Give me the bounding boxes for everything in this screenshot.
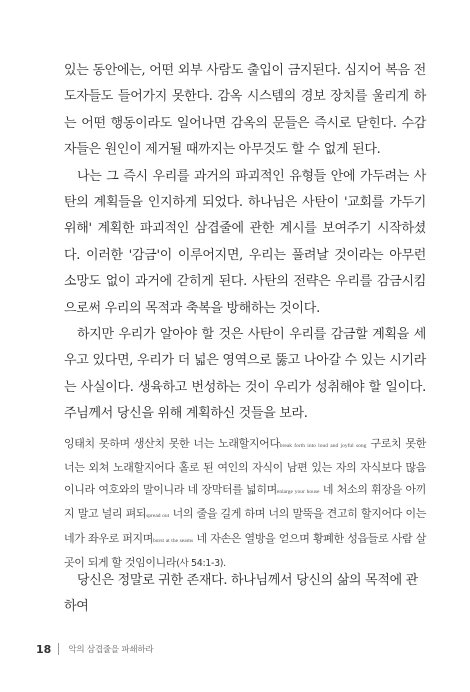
scripture-quote [64,433,426,574]
english-gloss: break forth into loud and joyful song [279,443,367,449]
closing-paragraph: 당신은 정말로 귀한 존재다. 하나님께서 당신의 삶의 목적에 관하여 [64,573,418,614]
english-gloss: burst at the seams [153,537,194,544]
quote-text-2: 구로치 못한 너는 외쳐 노래할지어다 홀로 된 여인의 자식이 남편 있는 자의 자식보다 많음이니라 여호와의 말이니라 네 장막터를 넓히며 [64,437,426,496]
paragraph-2: 나는 그 즉시 우리를 과거의 파괴적인 유형들 안에 가두려는 사탄의 계획들을 인지하게 되었다. 하나님은 사탄이 '교회를 가두기 위해' 계획한 파괴적인 삼겹줄에 관한 계시를 보여주기 시작하셨다. 이러한 '감금'이 이루어지면, 우리는 풀려날 것이라는 아무런 소망도 없이 과거에 갇히게 된다. 사탄의 전략은 우리를 감금시킴으로써 우리의 목적과 축복을 방해하는 것이다. [64,168,426,316]
running-title: 악의 삼겹줄을 파쇄하라 [68,645,154,655]
page-number: 18 [36,642,52,656]
paragraph-3: 하지만 우리가 알아야 할 것은 사탄이 우리를 감금할 계획을 세우고 있다면, 우리가 더 넓은 영역으로 뚫고 나아갈 수 있는 시기라는 사실이다. 생육하고 번성하는 것이 우리가 성취해야 할 일이다. 주님께서 당신을 위해 계획하신 것들을 보라. [64,327,426,422]
quote-text-4: 너의 줄을 길게 하며 너의 말뚝을 견고히 할지어다 이는 네가 좌우로 퍼지며 [64,507,426,545]
english-gloss: enlarge your house [276,488,320,495]
footer-divider [58,643,59,655]
quote-text-3: 네 처소의 휘장을 아끼지 말고 널리 펴되 [64,482,426,521]
paragraph-1: 있는 동안에는, 어떤 외부 사람도 출입이 금지된다. 심지어 복음 전도자들도 들어가지 못한다. 감옥 시스템의 경보 장치를 울리게 하는 어떤 행동이라도 일어나면 감옥의 문들은 즉시로 닫힌다. 수감자들은 원인이 제거될 때까지는 아무것도 할 수 없게 된다. [64,63,426,158]
quote-text-5: 네 자손은 열방을 얻으며 황폐한 성읍들로 사람 살 곳이 되게 할 것임이니라 [64,531,426,570]
english-gloss: spread out [146,513,170,520]
page-footer [36,642,153,656]
scripture-reference: (사 54:1-3). [176,558,226,570]
body-text [64,58,426,428]
quote-text-1: 잉태치 못하며 생산치 못한 너는 노래할지어다 [64,437,280,450]
